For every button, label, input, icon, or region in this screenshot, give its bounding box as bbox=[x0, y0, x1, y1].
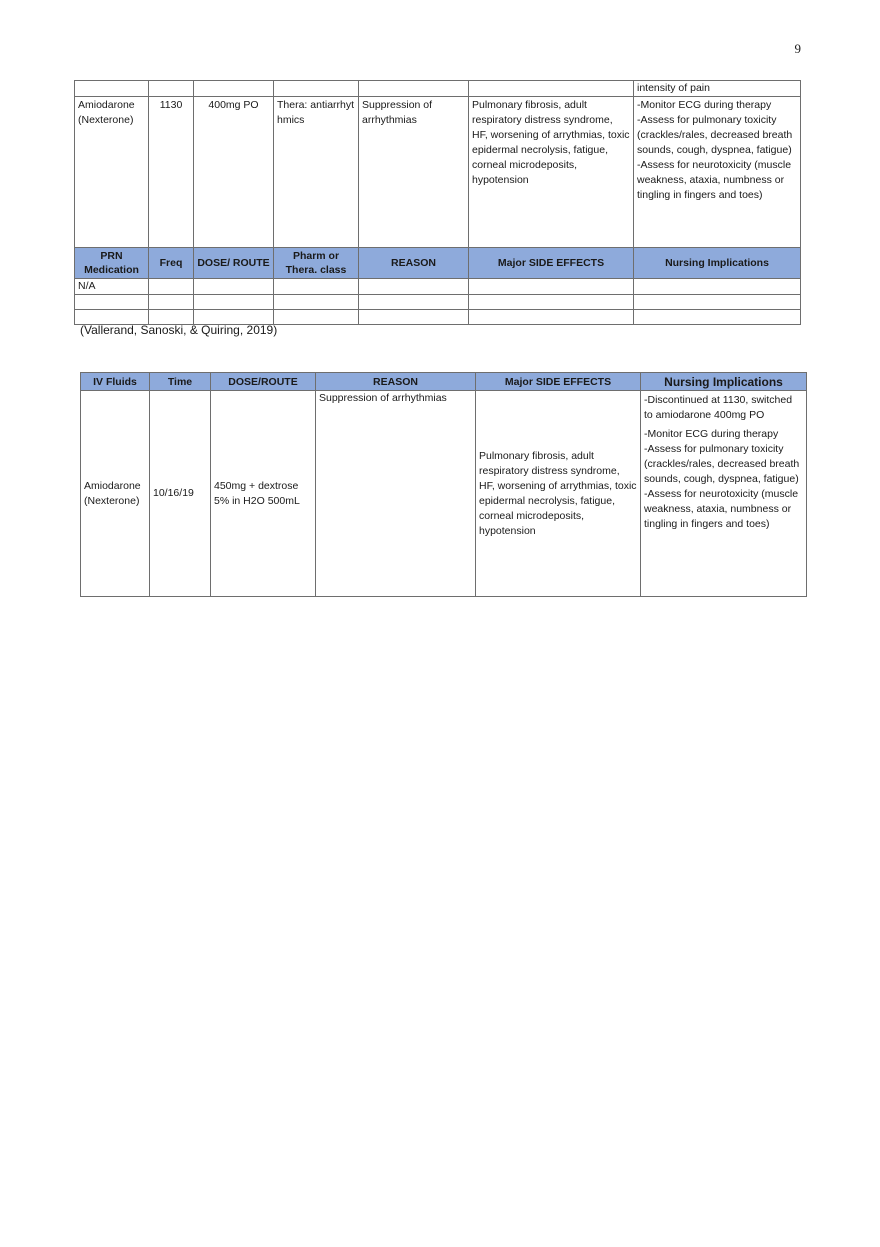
col-header-iv-fluids: IV Fluids bbox=[81, 373, 150, 391]
table-row bbox=[75, 295, 801, 310]
dose-route: 400mg PO bbox=[194, 97, 274, 248]
prn-header-row bbox=[75, 248, 801, 279]
col-header-time: Time bbox=[150, 373, 211, 391]
drug-class: Thera: antiarrhythmics bbox=[274, 97, 359, 248]
implication-item: -Monitor ECG during therapy bbox=[644, 428, 779, 440]
implication-item: -Assess for neurotoxicity (muscle weakness, ataxia, numbness or tingling in fingers and toes) bbox=[644, 488, 799, 530]
col-header-side-effects: Major SIDE EFFECTS bbox=[469, 248, 634, 279]
table-row bbox=[75, 279, 801, 295]
implication-item: -Assess for neurotoxicity (muscle weakness, ataxia, numbness or tingling in fingers and toes) bbox=[637, 159, 792, 201]
col-header-implications: Nursing Implications bbox=[641, 373, 807, 391]
implication-item: -Assess for pulmonary toxicity (crackles/rales, decreased breath sounds, cough, dyspnea, fatigue) bbox=[637, 114, 793, 156]
col-header-freq: Freq bbox=[149, 248, 194, 279]
implication-item: -Assess for pulmonary toxicity (crackles/rales, decreased breath sounds, cough, dyspnea, fatigue) bbox=[644, 443, 800, 485]
dose-route: 450mg + dextrose 5% in H2O 500mL bbox=[211, 391, 316, 597]
medication-name: Amiodarone (Nexterone) bbox=[75, 97, 149, 248]
col-header-dose-route: DOSE/ROUTE bbox=[211, 373, 316, 391]
nursing-implications-cell bbox=[641, 391, 807, 597]
nursing-implications-cell bbox=[634, 97, 801, 248]
col-header-reason: REASON bbox=[316, 373, 476, 391]
iv-fluid-name: Amiodarone (Nexterone) bbox=[81, 391, 150, 597]
side-effects: Pulmonary fibrosis, adult respiratory distress syndrome, HF, worsening of arrythmias, toxic epidermal necrolysis, fatigue, corneal microdeposits, hypotension bbox=[476, 391, 641, 597]
iv-fluids-table bbox=[80, 372, 807, 597]
col-header-side-effects: Major SIDE EFFECTS bbox=[476, 373, 641, 391]
col-header-class: Pharm or Thera. class bbox=[274, 248, 359, 279]
col-header-prn-medication: PRN Medication bbox=[75, 248, 149, 279]
frequency: 1130 bbox=[149, 97, 194, 248]
nursing-implications-cell: intensity of pain bbox=[634, 81, 801, 97]
citation: (Vallerand, Sanoski, & Quiring, 2019) bbox=[80, 323, 278, 337]
iv-header-row bbox=[81, 373, 807, 391]
col-header-implications: Nursing Implications bbox=[634, 248, 801, 279]
reason: Suppression of arrhythmias bbox=[359, 97, 469, 248]
time: 10/16/19 bbox=[150, 391, 211, 597]
table-row bbox=[75, 81, 801, 97]
page-number: 9 bbox=[794, 41, 801, 56]
col-header-reason: REASON bbox=[359, 248, 469, 279]
col-header-dose-route: DOSE/ ROUTE bbox=[194, 248, 274, 279]
medication-table bbox=[74, 80, 801, 325]
reason: Suppression of arrhythmias bbox=[316, 391, 476, 597]
table-row bbox=[75, 97, 801, 248]
implication-item: -Monitor ECG during therapy bbox=[637, 99, 772, 111]
prn-medication: N/A bbox=[75, 279, 149, 295]
table-row bbox=[81, 391, 807, 597]
side-effects: Pulmonary fibrosis, adult respiratory distress syndrome, HF, worsening of arrythmias, toxic epidermal necrolysis, fatigue, corneal microdeposits, hypotension bbox=[469, 97, 634, 248]
implication-item: -Discontinued at 1130, switched to amiodarone 400mg PO bbox=[644, 394, 793, 421]
